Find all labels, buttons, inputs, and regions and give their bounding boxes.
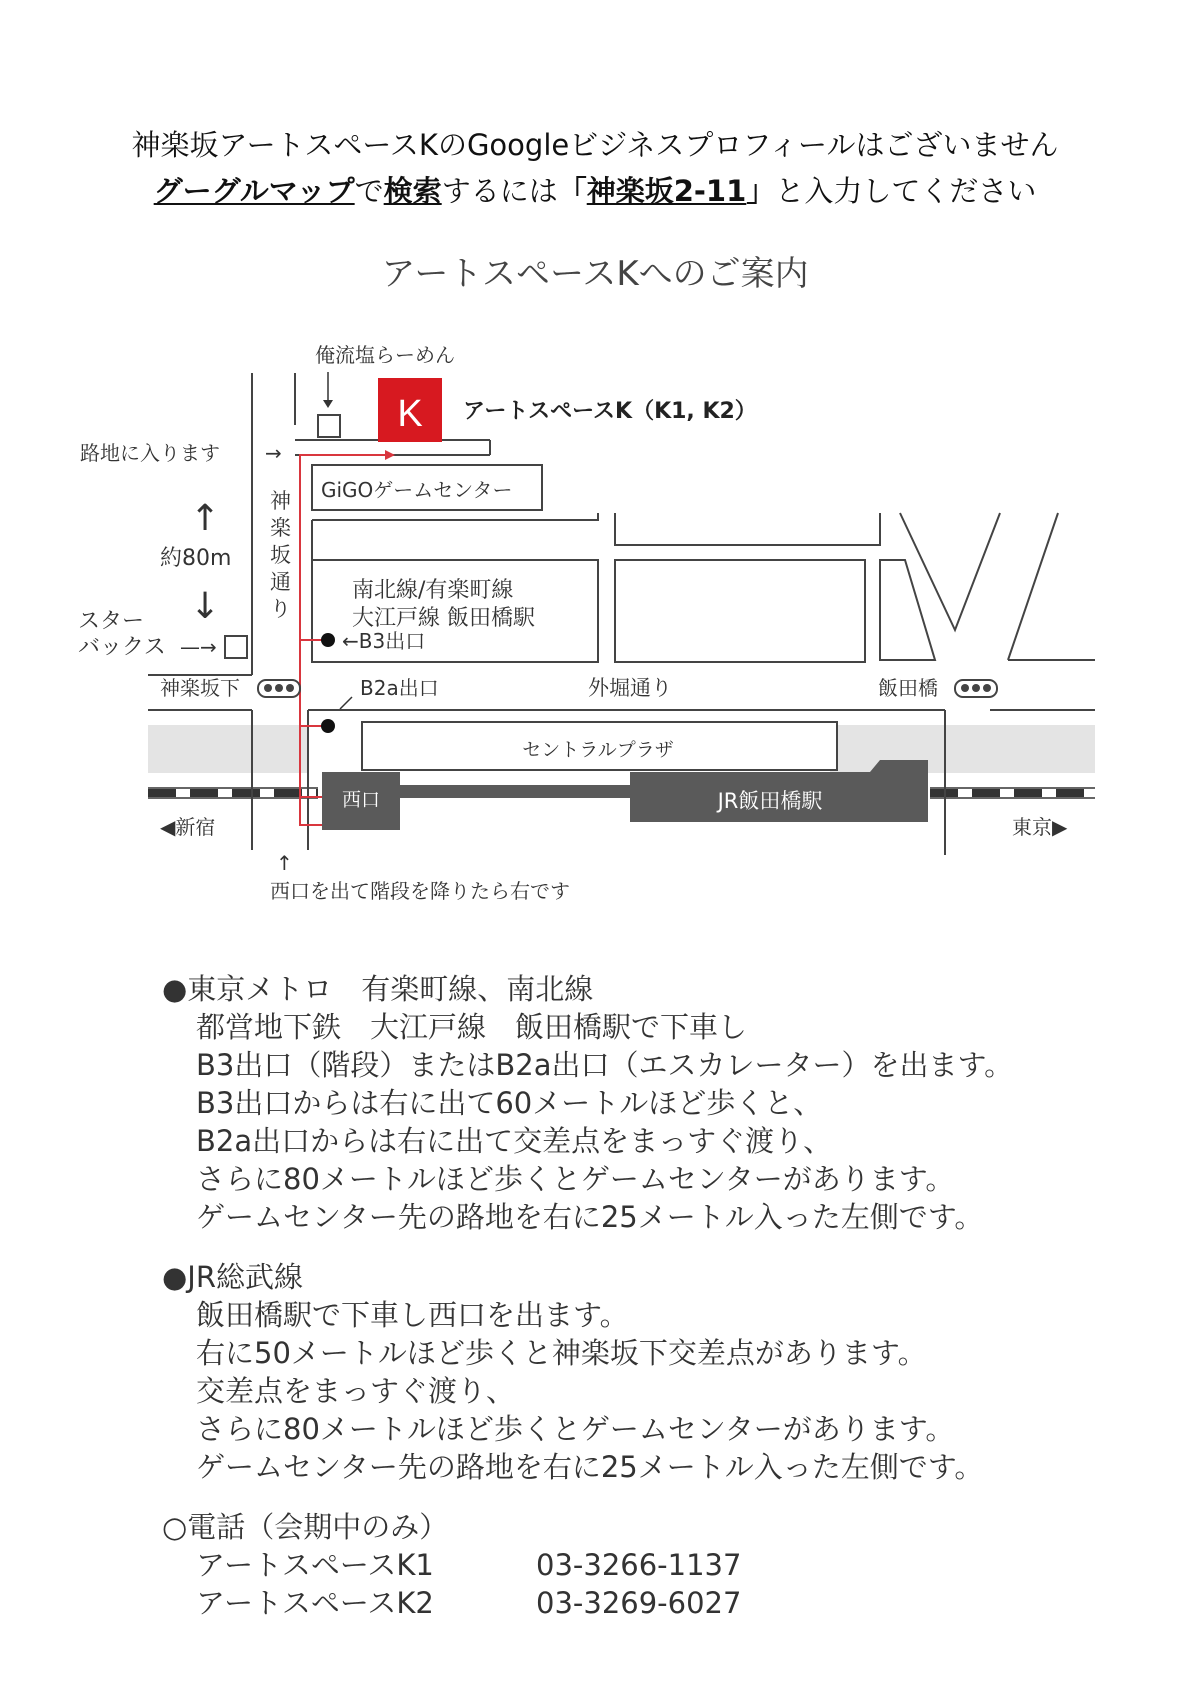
b2a-exit-label: B2a出口 — [360, 676, 439, 700]
header — [0, 122, 1190, 214]
ramen-label: 俺流塩らーめん — [315, 343, 455, 367]
b2a-pointer — [340, 697, 352, 709]
ramen-arrow-head — [323, 400, 333, 408]
tokyo-label: 東京▶ — [1012, 815, 1068, 839]
phone-row — [162, 1546, 1102, 1584]
phone-number[interactable]: 03-3269-6027 — [536, 1586, 742, 1620]
directions — [162, 970, 1102, 1644]
distance-label: 約80m — [160, 546, 232, 571]
google-maps-link[interactable]: グーグルマップ — [153, 174, 355, 208]
kagurazakashita-label: 神楽坂下 — [160, 676, 240, 700]
route-arrowhead — [385, 450, 395, 460]
alley-label: 路地に入ります — [80, 441, 220, 465]
gigo-label: GiGOゲームセンター — [321, 478, 513, 502]
metro-section — [162, 970, 1102, 1236]
exit-arrow: ↑ — [276, 851, 293, 875]
street-char: 通 — [270, 570, 291, 594]
metro-line: ゲームセンター先の路地を右に25メートル入った左側です。 — [196, 1200, 984, 1234]
starbucks-arrow: —→ — [180, 635, 217, 659]
map-title: アートスペースKへのご案内 — [381, 254, 809, 294]
road-band — [148, 725, 308, 773]
station-block-line-2: 大江戸線 飯田橋駅 — [352, 606, 535, 631]
traffic-light-iidabashi — [955, 680, 997, 697]
header-line-2 — [0, 168, 1190, 214]
phone-name: アートスペースK2 — [196, 1586, 434, 1620]
bracket: 」 — [746, 174, 776, 208]
address-text: 神楽坂2-11 — [586, 174, 747, 208]
metro-heading: ●東京メトロ 有楽町線、南北線 — [162, 972, 594, 1006]
iidabashi-label: 飯田橋 — [878, 676, 938, 700]
ramen-shop-square — [318, 415, 340, 437]
nishiguchi-label: 西口 — [341, 789, 381, 811]
phone-heading: ○電話（会期中のみ） — [162, 1510, 449, 1544]
shinjuku-label: ◀新宿 — [160, 815, 216, 839]
jr-line: 右に50メートルほど歩くと神楽坂下交差点があります。 — [196, 1336, 927, 1370]
street-char: 坂 — [270, 543, 291, 567]
b2a-exit-dot — [321, 719, 335, 733]
metro-line: B3出口からは右に出て60メートルほど歩くと、 — [196, 1086, 823, 1120]
jr-section — [162, 1258, 1102, 1486]
metro-line: さらに80メートルほど歩くとゲームセンターがあります。 — [196, 1162, 955, 1196]
jr-heading: ●JR総武線 — [162, 1260, 304, 1294]
header-text: するには — [441, 174, 558, 208]
up-arrow: ↑ — [190, 498, 221, 539]
street-char: り — [270, 597, 291, 621]
jr-line: ゲームセンター先の路地を右に25メートル入った左側です。 — [196, 1450, 984, 1484]
metro-line: B2a出口からは右に出て交差点をまっすぐ渡り、 — [196, 1124, 833, 1158]
starbucks-square — [225, 636, 247, 658]
access-map — [0, 320, 1190, 920]
search-link[interactable]: 検索 — [383, 174, 442, 208]
phone-number[interactable]: 03-3266-1137 — [536, 1548, 742, 1582]
traffic-light-kagurazakashita — [258, 680, 300, 697]
road-band — [830, 725, 1095, 773]
starbucks-label-2: バックス — [78, 635, 166, 660]
header-text: と入力してください — [775, 174, 1037, 208]
street-char: 楽 — [270, 516, 291, 540]
sotobori-label: 外堀通り — [588, 676, 672, 700]
jr-line: 交差点をまっすぐ渡り、 — [196, 1374, 516, 1408]
header-line-1: 神楽坂アートスペースKのGoogleビジネスプロフィールはございません — [131, 128, 1059, 162]
station-block-line-1: 南北線/有楽町線 — [352, 578, 514, 603]
starbucks-label-1: スター — [78, 609, 145, 634]
jr-line: 飯田橋駅で下車し西口を出ます。 — [196, 1298, 629, 1332]
k-logo: K — [397, 393, 423, 435]
street-char: 神 — [270, 489, 291, 513]
phone-row — [162, 1584, 1102, 1622]
jr-line: さらに80メートルほど歩くとゲームセンターがあります。 — [196, 1412, 955, 1446]
b3-exit-label: ←B3出口 — [342, 629, 426, 653]
phone-name: アートスペースK1 — [196, 1548, 434, 1582]
jr-station-label: JR飯田橋駅 — [717, 789, 823, 813]
alley-arrow: → — [265, 441, 282, 465]
central-plaza-label: セントラルプラザ — [522, 739, 674, 761]
b3-exit-dot — [321, 633, 335, 647]
down-arrow: ↓ — [190, 586, 221, 627]
artspace-label: アートスペースK（K1, K2） — [463, 399, 757, 424]
phone-section — [162, 1508, 1102, 1622]
exit-note: 西口を出て階段を降りたら右です — [270, 879, 570, 903]
header-text: で — [354, 174, 384, 208]
metro-line: 都営地下鉄 大江戸線 飯田橋駅で下車し — [196, 1010, 748, 1044]
bracket: 「 — [557, 174, 587, 208]
metro-line: B3出口（階段）またはB2a出口（エスカレーター）を出ます。 — [196, 1048, 1014, 1082]
